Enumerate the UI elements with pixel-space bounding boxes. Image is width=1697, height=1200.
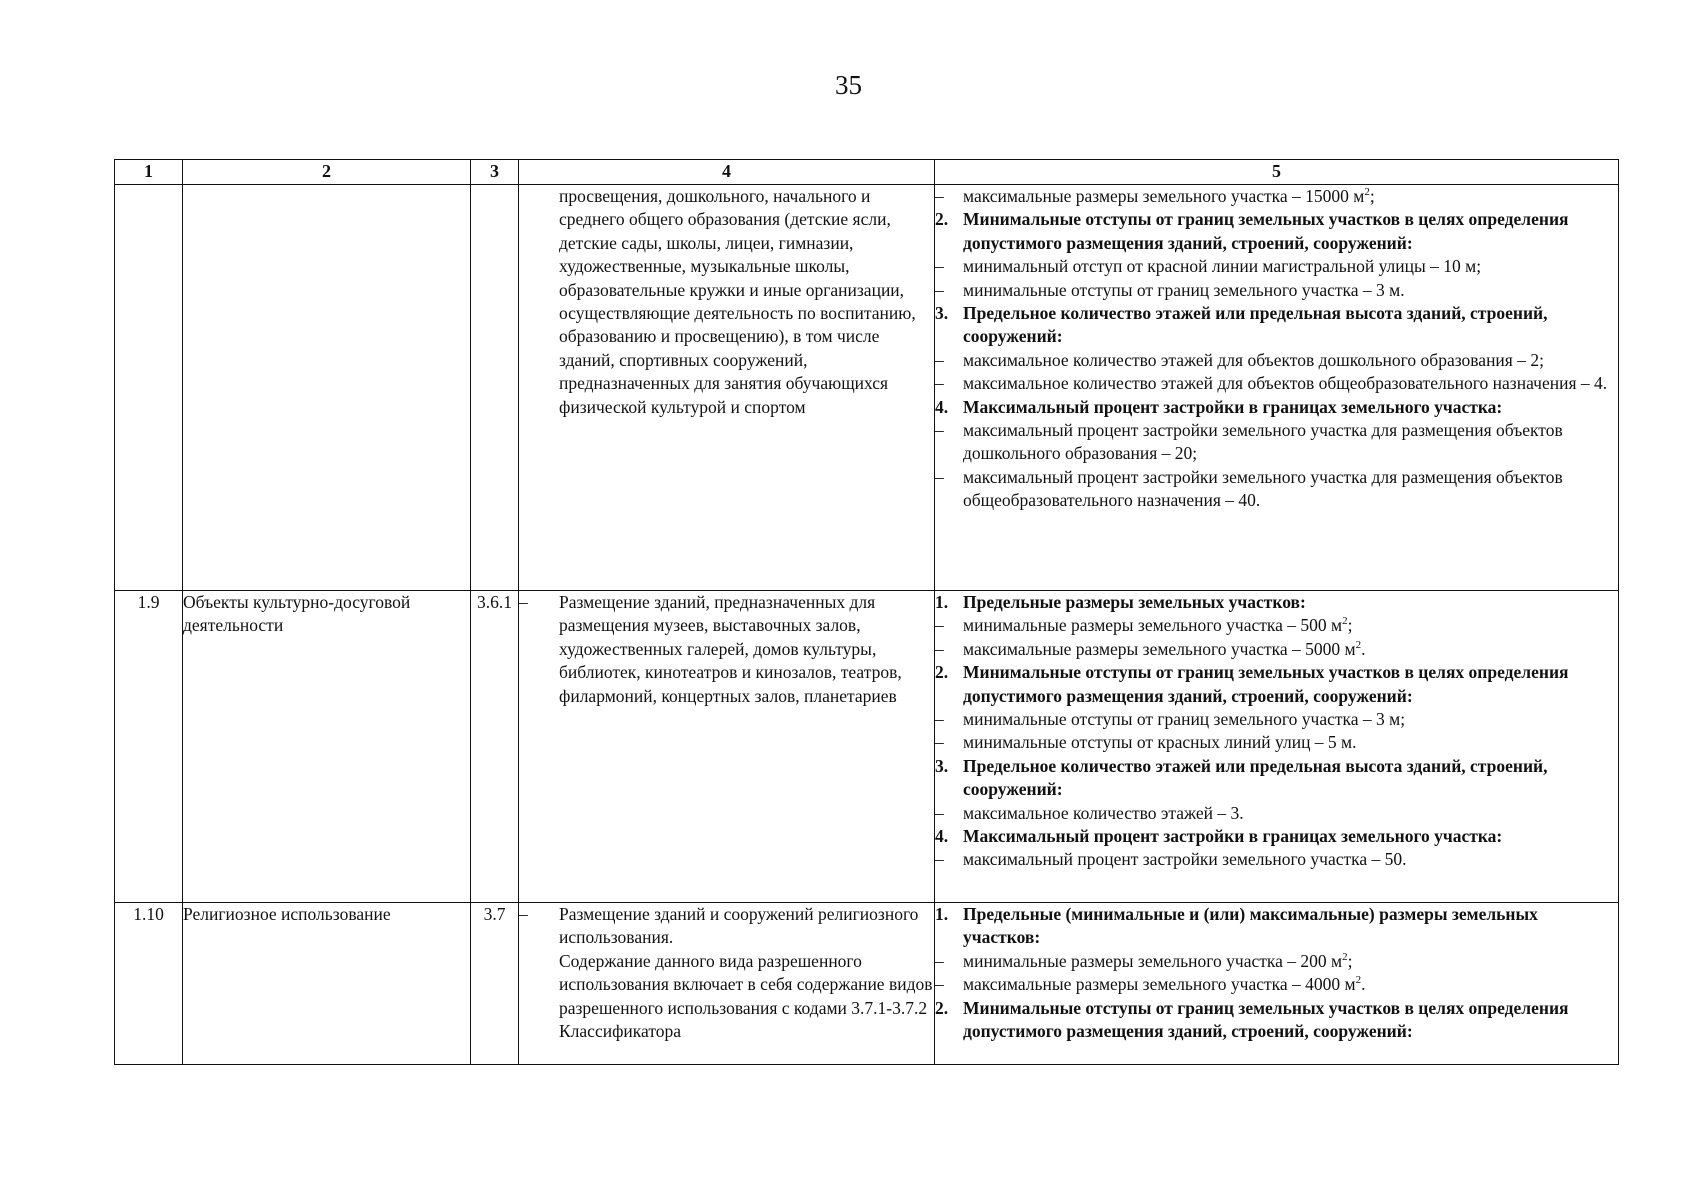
parameter-text [963,903,1618,950]
parameter-text-main: максимальные размеры земельного участка – 5000 м [963,638,1356,659]
classifier-code: 3.7 [471,903,519,1065]
parameter-text [963,614,1618,637]
description-text: Размещение зданий и сооружений религиозного использования. [559,904,919,948]
number-marker: 3. [935,755,949,776]
parameter-text-main: Предельное количество этажей или предельная высота зданий, строений, сооружений: [963,755,1548,800]
number-marker: 2. [935,209,949,230]
number-marker: 3. [935,303,949,324]
parameter-text [963,372,1618,395]
dash-marker: – [935,709,944,730]
superscript: 2 [1342,950,1348,963]
parameter-item [935,255,1618,278]
parameter-text-main: максимальные размеры земельного участка – 15000 м [963,186,1365,206]
parameter-text-main: Предельные размеры земельных участков: [963,592,1306,612]
parameter-item [935,372,1618,395]
column-header: 4 [519,160,935,185]
dash-marker: – [935,638,944,659]
permitted-use-name: Объекты культурно-досуговой деятельности [183,591,471,903]
dash-marker: – [935,186,944,206]
superscript: 2 [1342,615,1348,628]
parameter-heading [935,903,1618,950]
parameter-text-main: максимальный процент застройки земельного участка – 50. [963,849,1407,870]
parameter-heading [935,396,1618,419]
parameter-text-main: максимальное количество этажей – 3. [963,802,1244,823]
parameter-text-main: минимальный отступ от красной линии магистральной улицы – 10 м; [963,256,1482,277]
dash-marker: – [935,373,944,394]
parameter-item [935,349,1618,372]
row-number: 1.9 [115,591,183,903]
column-header: 3 [471,160,519,185]
parameter-item [935,950,1618,973]
parameters-cell [935,591,1619,903]
parameter-item [935,973,1618,996]
column-header: 2 [183,160,471,185]
parameter-text [963,419,1618,466]
dash-marker: – [935,732,944,753]
parameter-text-main: максимальные размеры земельного участка – 4000 м [963,974,1356,995]
parameter-text [963,825,1618,848]
dash-marker: – [935,349,944,370]
number-marker: 1. [935,592,949,612]
parameter-text-main: минимальные размеры земельного участка – 500 м [963,615,1343,636]
parameter-text [963,661,1618,708]
parameter-text [963,950,1618,973]
parameter-text-main: Максимальный процент застройки в границах земельного участка: [963,396,1503,417]
parameter-text [963,638,1618,661]
parameter-text-main: максимальный процент застройки земельного участка для размещения объектов дошкольного образования – 20; [963,420,1563,464]
parameter-heading [935,755,1618,802]
parameter-item [935,466,1618,513]
parameter-item [935,731,1618,754]
parameter-heading [935,591,1618,614]
parameter-item [935,638,1618,661]
parameter-text [963,208,1618,255]
parameter-text-main: максимальный процент застройки земельного участка для размещения объектов общеобразовательного назначения – 40. [963,466,1563,511]
parameter-text-main: минимальные отступы от границ земельного участка – 3 м; [963,709,1406,730]
parameter-text [963,185,1618,208]
dash-marker: – [935,974,944,995]
row-number [115,185,183,591]
parameter-item [935,279,1618,302]
permitted-use-name [183,185,471,591]
parameter-text [963,255,1618,278]
parameter-heading [935,661,1618,708]
description-text: Размещение зданий, предназначенных для размещения музеев, выставочных залов, художественных галерей, домов культуры, библиотек, кинотеатров и кинозалов, театров, филармоний, концертных залов, планетариев [559,592,902,706]
superscript: 2 [1364,186,1370,199]
number-marker: 1. [935,904,949,924]
dash-marker: – [935,615,944,636]
dash-marker: – [935,466,944,487]
permitted-use-name: Религиозное использование [183,903,471,1065]
dash-marker: – [935,802,944,823]
classifier-code [471,185,519,591]
parameter-heading [935,302,1618,349]
dash-marker: – [519,592,528,612]
classifier-code: 3.6.1 [471,591,519,903]
parameters-cell [935,903,1619,1065]
parameter-suffix: . [1361,638,1366,659]
number-marker: 4. [935,826,949,847]
use-description [519,903,935,1065]
parameter-text [963,302,1618,349]
parameter-text-main: Предельные (минимальные и (или) максимальные) размеры земельных участков: [963,904,1538,948]
parameter-suffix: ; [1347,615,1353,636]
parameter-text-main: Минимальные отступы от границ земельных участков в целях определения допустимого размещения зданий, строений, сооружений: [963,997,1569,1042]
dash-marker: – [935,279,944,300]
parameter-text [963,708,1618,731]
parameter-text-main: Минимальные отступы от границ земельных участков в целях определения допустимого размещения зданий, строений, сооружений: [963,662,1569,706]
parameter-text [963,349,1618,372]
description-text: просвещения, дошкольного, начального и среднего общего образования (детские ясли, детские сады, школы, лицеи, гимназии, художественные, музыкальные школы, образовательные кружки и иные организации, осуществляющие деятельность по воспитанию, образованию и просвещению), в том числе зданий, спортивных сооружений, предназначенных для занятия обучающихся физической культурой и спортом [559,186,916,417]
use-description [519,591,935,903]
table-row [115,185,1619,591]
parameter-text-main: минимальные размеры земельного участка – 200 м [963,950,1343,971]
parameter-text-main: минимальные отступы от границ земельного участка – 3 м. [963,279,1405,300]
parameter-text-main: минимальные отступы от красных линий улиц – 5 м. [963,732,1357,753]
number-marker: 2. [935,662,949,683]
use-description [519,185,935,591]
parameter-text [963,591,1618,614]
number-marker: 2. [935,997,949,1018]
parameter-item [935,708,1618,731]
parameter-text [963,802,1618,825]
parameter-heading [935,997,1618,1044]
row-number: 1.10 [115,903,183,1065]
parameter-text [963,848,1618,871]
parameter-item [935,419,1618,466]
table-header-row [115,160,1619,185]
parameter-item [935,848,1618,871]
parameter-text [963,466,1618,513]
parameter-text-main: максимальное количество этажей для объектов дошкольного образования – 2; [963,349,1544,370]
page-number: 35 [835,70,862,100]
parameter-text [963,973,1618,996]
parameter-heading [935,208,1618,255]
parameter-text-main: Минимальные отступы от границ земельных участков в целях определения допустимого размещения зданий, строений, сооружений: [963,209,1569,253]
superscript: 2 [1355,974,1362,987]
parameter-text [963,755,1618,802]
dash-marker: – [935,420,944,441]
dash-marker: – [935,256,944,277]
parameter-text-main: Максимальный процент застройки в границах земельного участка: [963,826,1503,847]
parameter-text [963,997,1618,1044]
superscript: 2 [1355,638,1362,651]
column-header: 5 [935,160,1619,185]
parameter-item [935,614,1618,637]
column-header: 1 [115,160,183,185]
parameter-heading [935,825,1618,848]
parameter-text-main: максимальное количество этажей для объектов общеобразовательного назначения – 4. [963,373,1608,394]
parameter-text [963,396,1618,419]
zoning-table [114,159,1619,1065]
dash-marker: – [935,849,944,870]
dash-marker: – [935,950,944,971]
table-row [115,903,1619,1065]
parameter-item [935,802,1618,825]
parameter-text [963,279,1618,302]
parameter-text [963,731,1618,754]
table-row [115,591,1619,903]
description-extra: Содержание данного вида разрешенного использования включает в себя содержание видов разрешенного использования с кодами 3.7.1-3.7.2 Классификатора [559,950,933,1042]
parameter-suffix: . [1361,974,1366,995]
dash-marker: – [519,904,528,924]
parameters-cell [935,185,1619,591]
parameter-item [935,185,1618,208]
parameter-text-main: Предельное количество этажей или предельная высота зданий, строений, сооружений: [963,303,1548,347]
parameter-suffix: ; [1347,950,1353,971]
number-marker: 4. [935,396,949,417]
parameter-suffix: ; [1369,186,1375,206]
